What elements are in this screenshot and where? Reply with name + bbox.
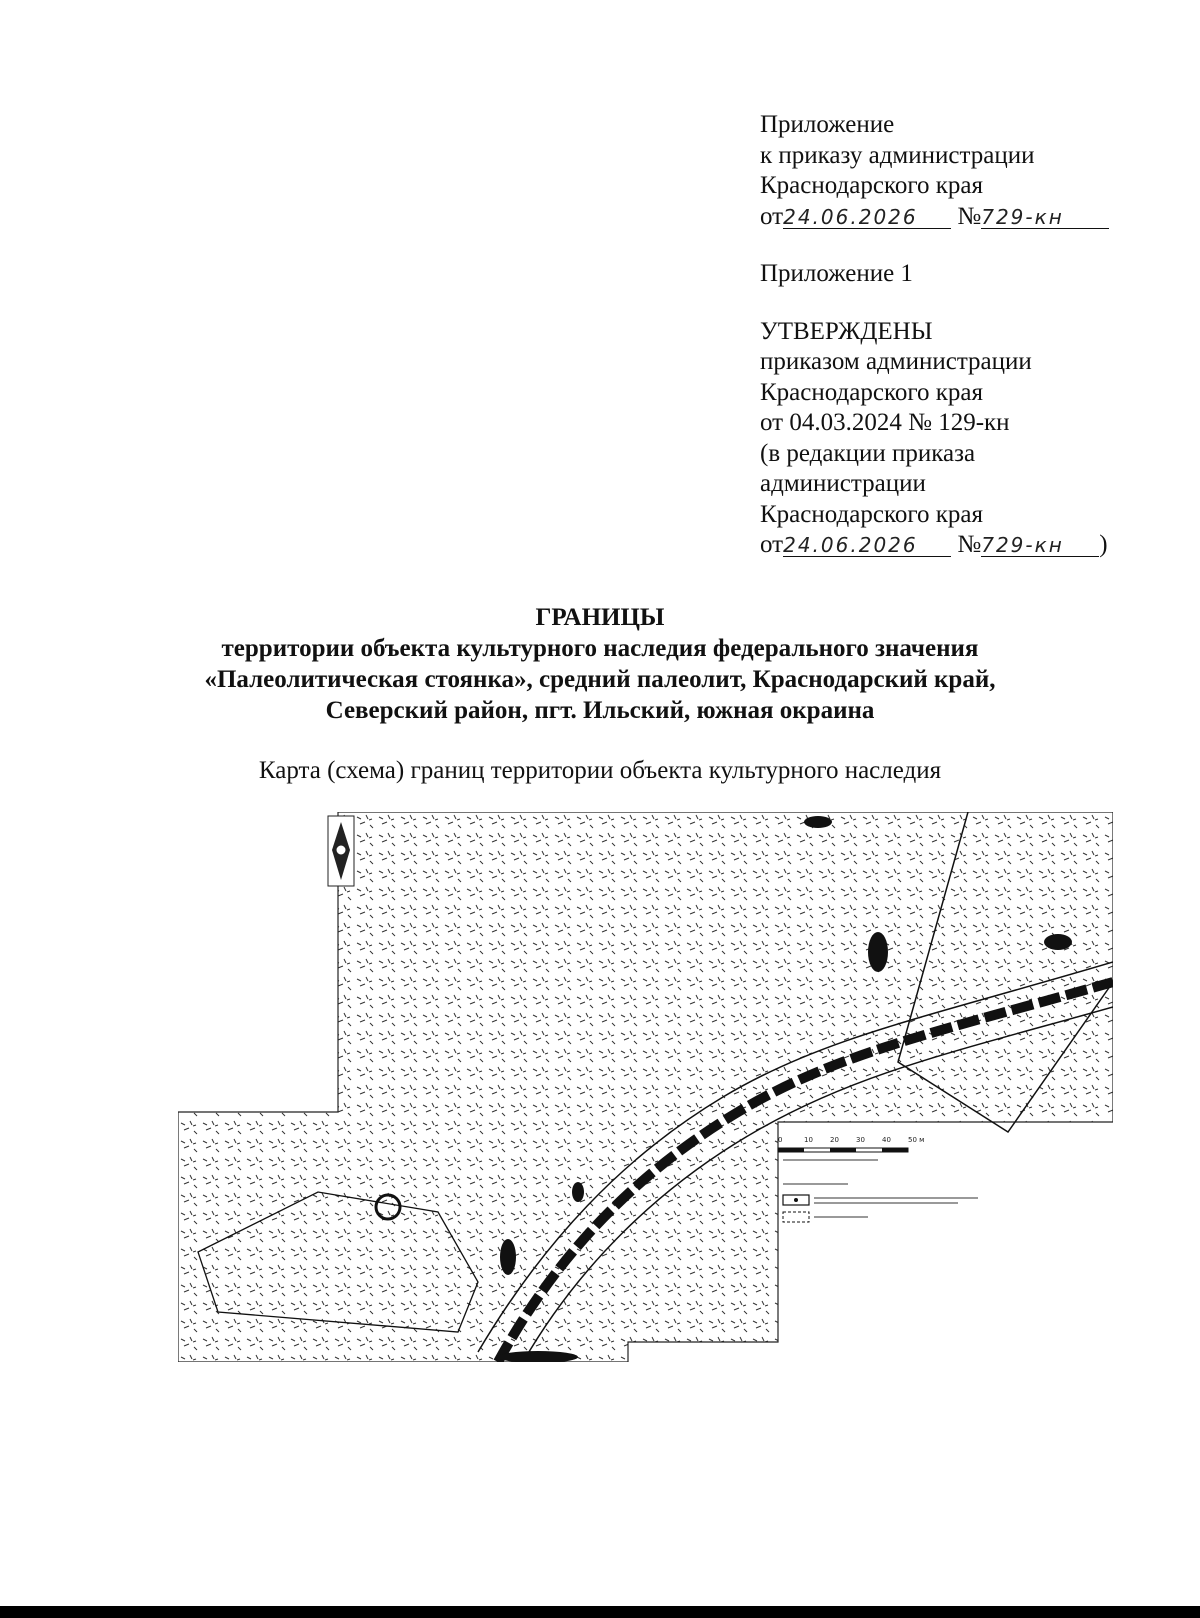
appendix-line: к приказу администрации — [760, 141, 1035, 169]
edit-number-handwritten: 729-кн — [981, 534, 1099, 557]
map-image — [178, 812, 1113, 1362]
document-title — [0, 602, 1200, 726]
boundary-map — [178, 812, 1113, 1362]
edit-suffix: ) — [1099, 531, 1108, 558]
scale-tick: 50 м — [908, 1136, 925, 1144]
title-line: Северский район, пгт. Ильский, южная окраина — [325, 697, 875, 724]
edit-prefix: от — [760, 531, 784, 558]
map-caption: Карта (схема) границ территории объекта культурного наследия — [258, 757, 942, 784]
scale-tick: 10 — [804, 1136, 813, 1144]
appendix-line: Краснодарского края — [760, 172, 983, 199]
order-number-handwritten: 729-кн — [981, 206, 1109, 229]
approved-line: администрации — [760, 470, 926, 497]
appendix-block — [760, 110, 1180, 561]
approved-line: (в редакции приказа — [760, 439, 976, 467]
edit-number-label: № — [957, 531, 982, 558]
order-prefix: от — [760, 202, 784, 230]
title-heading: ГРАНИЦЫ — [535, 604, 665, 631]
scan-edge-bar — [0, 1606, 1200, 1618]
approved-line: от 04.03.2024 № 129-кн — [760, 409, 1010, 436]
approved-line: Краснодарского края — [760, 500, 983, 528]
scale-tick: 20 — [830, 1136, 839, 1144]
legend-area — [782, 1126, 1112, 1266]
approved-line: приказом администрации — [760, 348, 1032, 375]
appendix-line: Приложение — [760, 111, 895, 138]
order-date-handwritten: 24.06.2026 — [783, 206, 951, 229]
map-sheet — [178, 812, 1113, 1362]
scale-tick: 40 — [882, 1136, 891, 1144]
order-number-label: № — [957, 202, 982, 230]
edit-reference — [760, 530, 1180, 561]
title-line: территории объекта культурного наследия федерального значения — [221, 635, 979, 662]
north-arrow-icon — [328, 816, 354, 886]
scale-bar — [778, 1148, 908, 1152]
edit-date-handwritten: 24.06.2026 — [783, 534, 951, 557]
order-reference — [760, 202, 1180, 233]
approved-line: Краснодарского края — [760, 378, 983, 406]
approved-line: УТВЕРЖДЕНЫ — [760, 317, 933, 345]
appendix-number-label: Приложение 1 — [760, 260, 913, 287]
scale-tick: 0 — [778, 1136, 783, 1144]
title-line: «Палеолитическая стоянка», средний палеолит, Краснодарский край, — [204, 666, 996, 693]
scale-tick: 30 — [856, 1136, 865, 1144]
